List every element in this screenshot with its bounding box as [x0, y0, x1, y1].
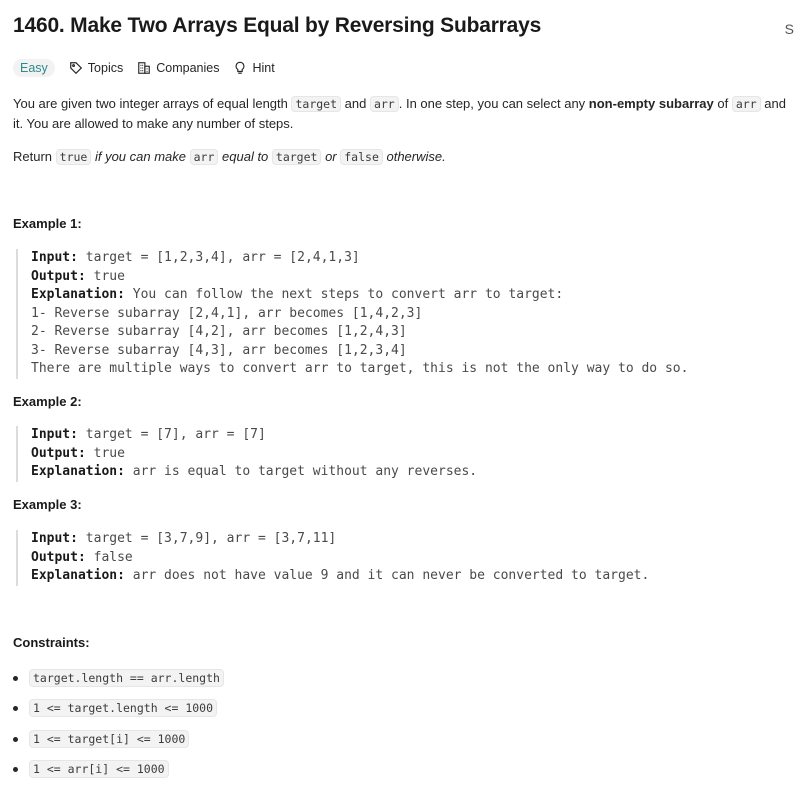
constraint-item: target.length == arr.length	[13, 669, 224, 687]
problem-title: 1460. Make Two Arrays Equal by Reversing Subarrays	[13, 14, 542, 37]
lightbulb-icon	[233, 61, 247, 75]
bullet-icon	[13, 737, 18, 742]
bullet-icon	[13, 706, 18, 711]
example-block: Input: target = [1,2,3,4], arr = [2,4,1,3] Output: true Explanation: You can follow the next steps to convert arr to target: 1- Reverse subarray [2,4,1], arr becomes [1,4,2,3] 2- Reverse subarray [4,2], arr becomes [1,2,4,3] 3- Reverse subarray [4,3], arr becomes [1,2,3,4] There are multiple ways to convert arr to target, this is not the only way to do so.	[16, 249, 688, 379]
inline-code: target	[291, 96, 341, 112]
corner-letter: S	[784, 21, 794, 37]
topics-label: Topics	[87, 61, 124, 75]
bold-text: non-empty subarray	[588, 96, 714, 111]
constraint-item: 1 <= target[i] <= 1000	[13, 730, 189, 748]
example-block: Input: target = [7], arr = [7] Output: true Explanation: arr is equal to target without any reverses.	[16, 426, 477, 482]
example-heading: Example 2:	[13, 394, 82, 409]
constraint-item: 1 <= target.length <= 1000	[13, 699, 217, 717]
constraint-item: 1 <= arr[i] <= 1000	[13, 760, 169, 778]
hint-label: Hint	[252, 61, 275, 75]
example-heading: Example 1:	[13, 216, 82, 231]
bullet-icon	[13, 676, 18, 681]
difficulty-badge: Easy	[13, 59, 55, 77]
building-icon	[137, 61, 151, 75]
constraints-heading: Constraints:	[13, 635, 90, 650]
tag-row	[13, 58, 275, 78]
inline-code: target	[272, 149, 322, 165]
companies-button[interactable]	[137, 61, 219, 75]
companies-label: Companies	[156, 61, 220, 75]
inline-code: arr	[370, 96, 399, 112]
inline-code: arr	[190, 149, 219, 165]
topics-button[interactable]	[69, 61, 123, 75]
description-paragraph-2: Return true if you can make arr equal to target or false otherwise.	[13, 149, 446, 164]
inline-code: arr	[732, 96, 761, 112]
example-block: Input: target = [3,7,9], arr = [3,7,11] Output: false Explanation: arr does not have value 9 and it can never be converted to target.	[16, 530, 649, 586]
bullet-icon	[13, 767, 18, 772]
hint-button[interactable]	[233, 61, 274, 75]
inline-code: true	[56, 149, 92, 165]
tag-icon	[69, 61, 83, 75]
inline-code: false	[340, 149, 383, 165]
description-paragraph-1: You are given two integer arrays of equal length target and arr . In one step, you can select any non-empty subarray of arr and it. You are allowed to make any number of steps.	[13, 96, 786, 131]
example-heading: Example 3:	[13, 497, 82, 512]
